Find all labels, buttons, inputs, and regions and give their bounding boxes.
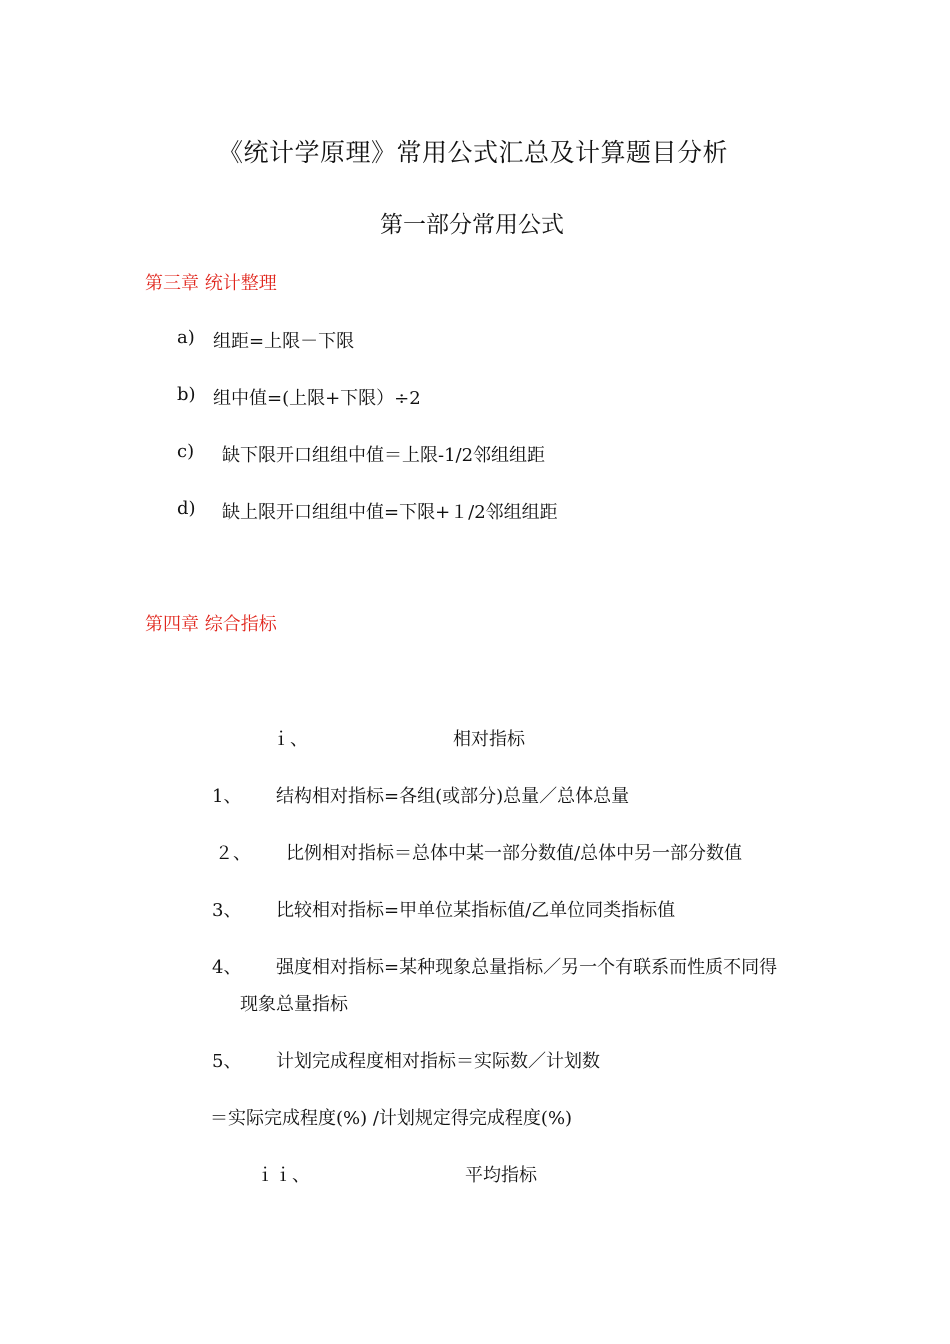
chapter3-heading: 第三章 统计整理 [145,273,277,294]
list-item-marker: 5、 [212,1051,242,1072]
list-item: 强度相对指标=某种现象总量指标／另一个有联系而性质不同得 [276,957,778,978]
list-item-marker: 4、 [212,957,242,978]
list-item-marker: 3、 [212,900,242,921]
list-item-marker: ２、 [215,843,251,864]
list-item: 缺上限开口组组中值=下限+１/2邻组组距 [222,502,558,523]
list-item: 缺下限开口组组中值＝上限-1/2邻组组距 [222,445,546,466]
list-item-marker: 1、 [212,786,242,807]
list-item: 比较相对指标=甲单位某指标值/乙单位同类指标值 [276,900,676,921]
list-item: 结构相对指标=各组(或部分)总量／总体总量 [276,786,630,807]
list-item: 组距=上限－下限 [213,331,355,352]
list-item-continuation: 现象总量指标 [240,994,348,1015]
formula-line: ＝实际完成程度(%) /计划规定得完成程度(%) [210,1108,573,1129]
section-title: 相对指标 [453,729,525,750]
list-item-marker: a) [177,327,195,348]
list-item: 比例相对指标＝总体中某一部分数值/总体中另一部分数值 [286,843,743,864]
list-item-marker: d) [177,498,196,519]
section-marker: ｉ、 [272,729,308,750]
part-title: 第一部分常用公式 [380,212,564,238]
section-title: 平均指标 [465,1165,537,1186]
chapter4-heading: 第四章 综合指标 [145,614,277,635]
document-title: 《统计学原理》常用公式汇总及计算题目分析 [218,138,729,167]
list-item: 组中值=(上限+下限）÷2 [213,388,421,409]
list-item: 计划完成程度相对指标＝实际数／计划数 [276,1051,600,1072]
list-item-marker: b) [177,384,196,405]
list-item-marker: c) [177,441,195,462]
section-marker: ｉｉ、 [256,1165,310,1186]
